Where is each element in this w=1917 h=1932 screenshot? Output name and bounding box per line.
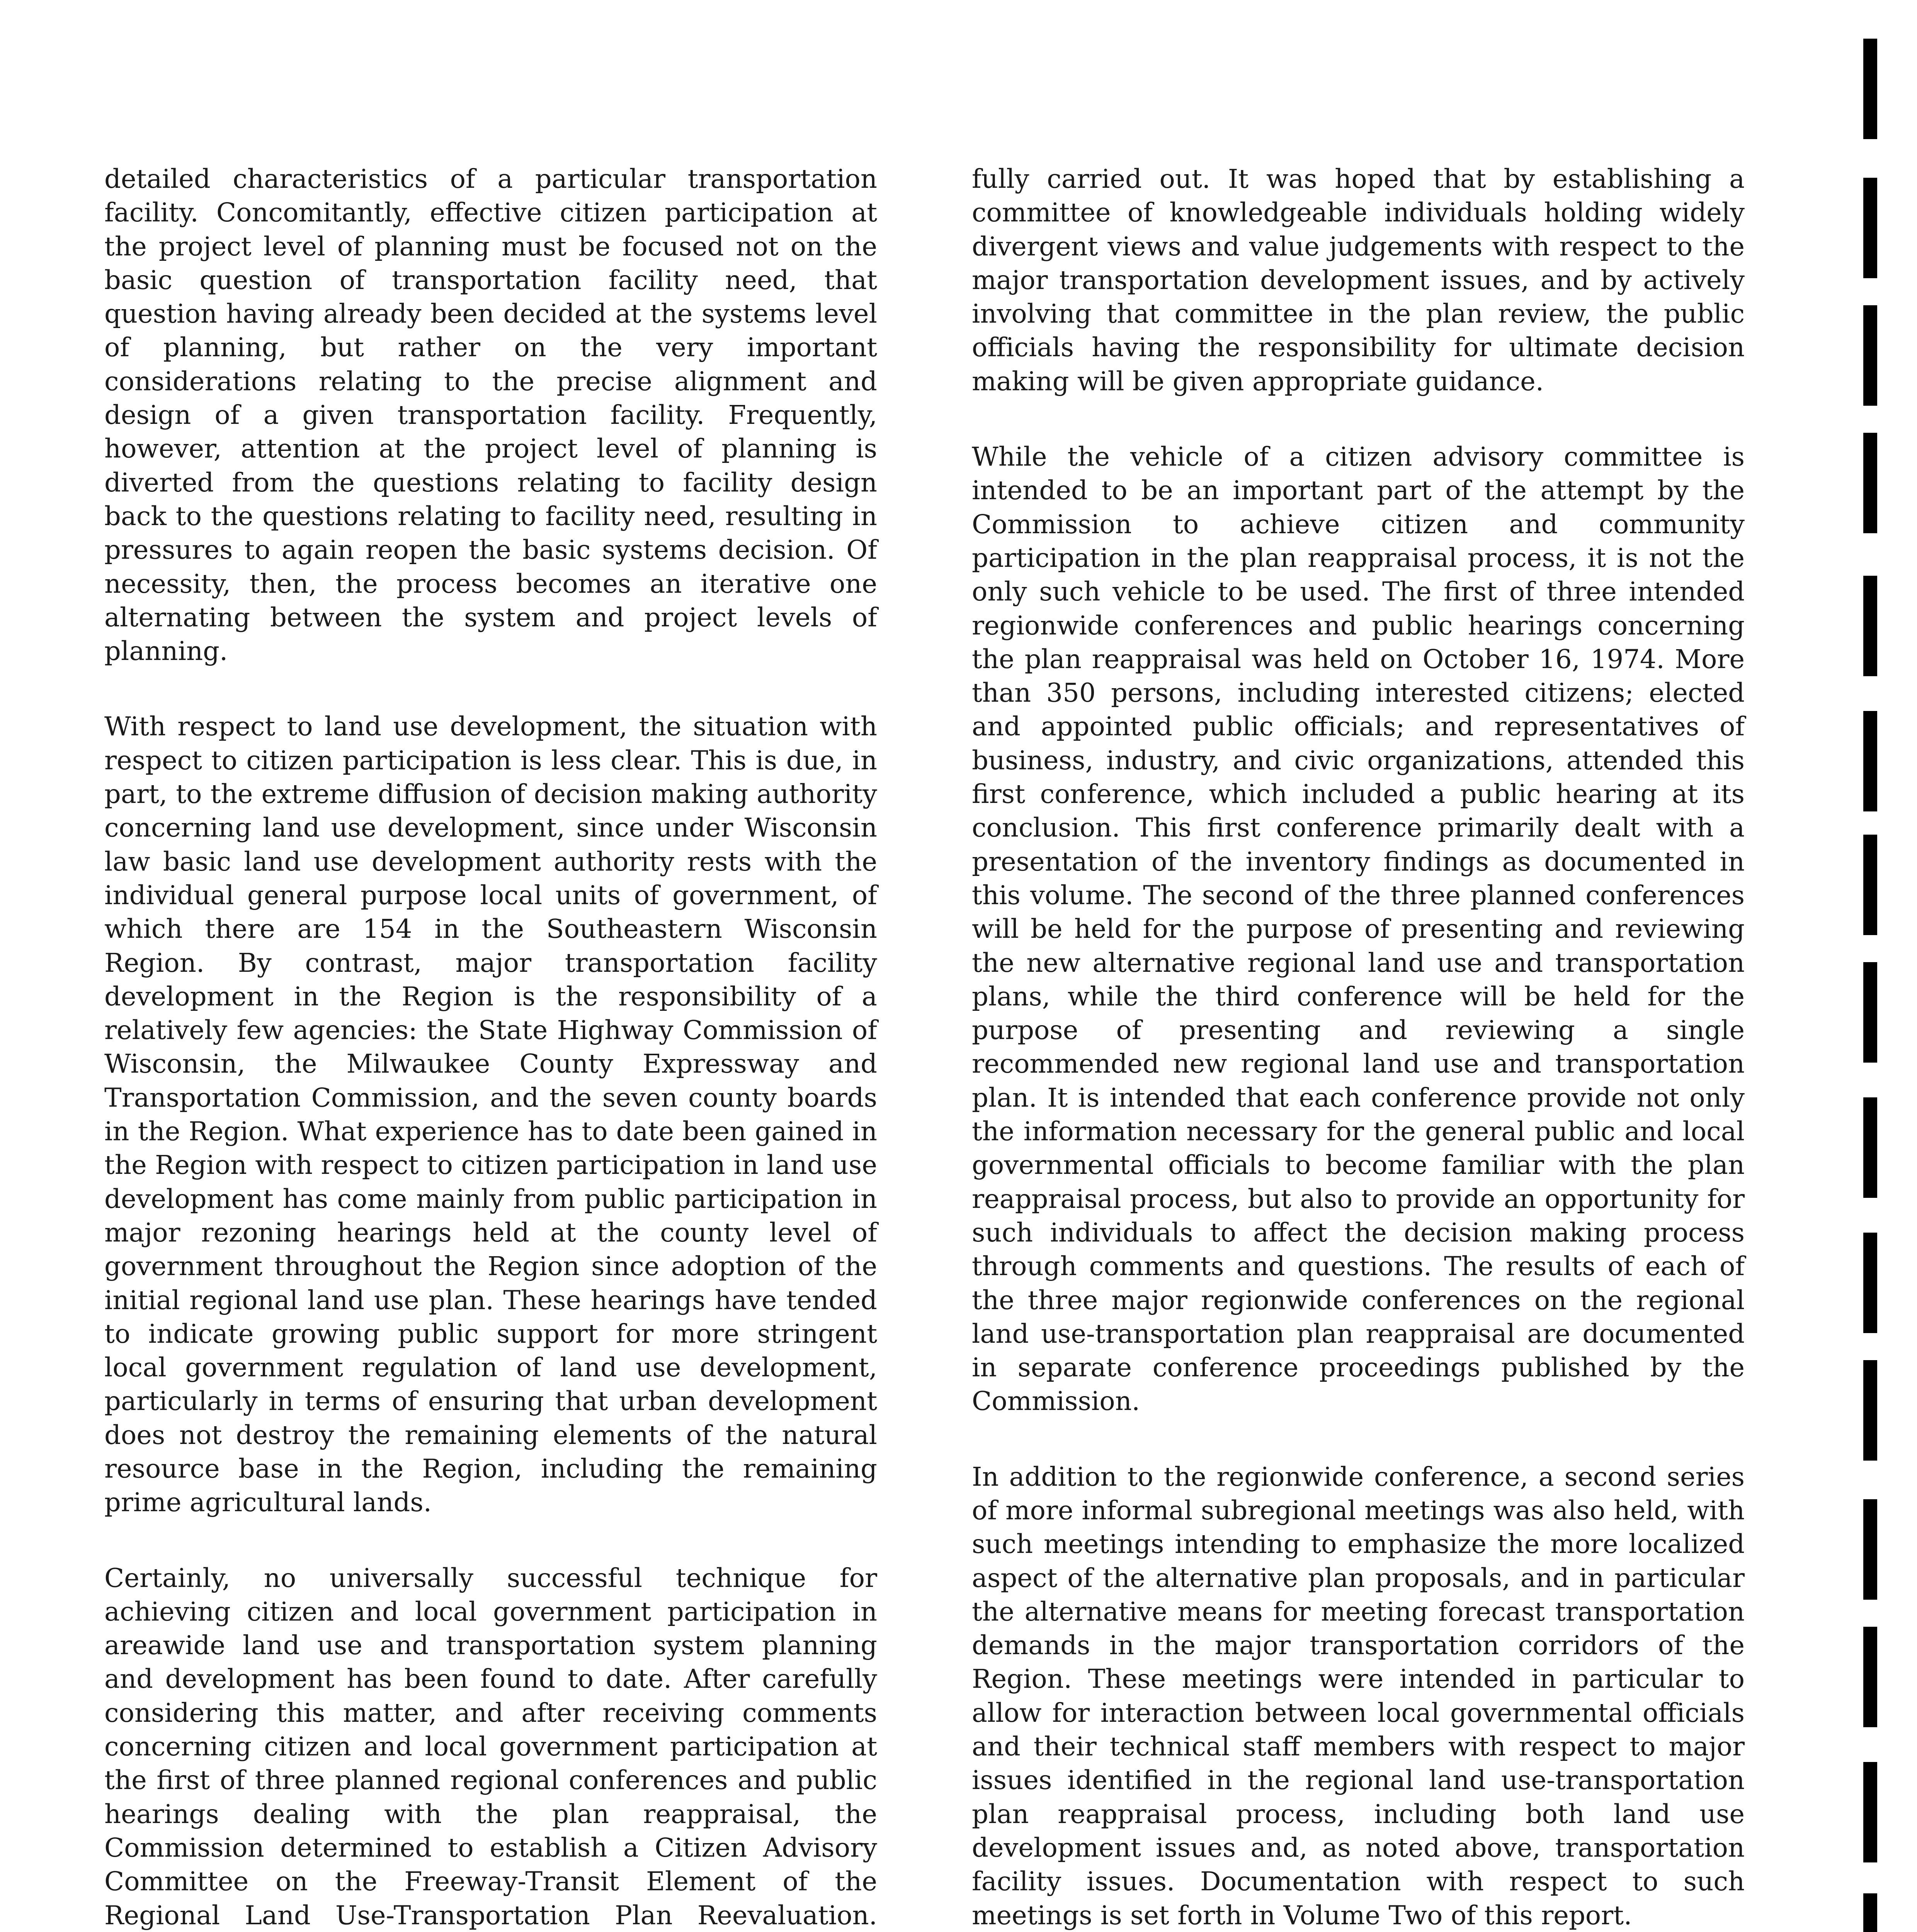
- binding-mark: [1863, 1499, 1877, 1600]
- binding-mark: [1863, 1627, 1877, 1727]
- binding-mark: [1863, 433, 1877, 533]
- binding-mark: [1863, 1097, 1877, 1198]
- left-paragraph-3: Certainly, no universally successful technique for achieving citizen and local government participation in areawide land use and transportation system planning and development has been found to date. After carefully considering this matter, and after receiving comments concerning citizen and local government participation at the first of three planned regional conferences and public hearings dealing with the plan reappraisal, the Commission determined to establish a Citizen Advisory Committee on the Freeway-Transit Element of the Regional Land Use-Transportation Plan Reevaluation.: [104, 1563, 877, 1930]
- left-paragraph-1: detailed characteristics of a particular transportation facility. Concomitantly, effective citizen participation at the project level of planning must be focused not on the basic question of transportation facility need, that question having already been decided at the systems level of planning, but rather on the very important considerations relating to the precise alignment and design of a given transportation facility. Frequently, however, attention at the project level of planning is diverted from the questions relating to facility design back to the questions relating to facility need, resulting in pressures to again reopen the basic systems decision. Of necessity, then, the process becomes an iterative one alternating between the system and project levels of planning.: [104, 164, 877, 667]
- left-column: [104, 162, 877, 1932]
- right-paragraph-3: In addition to the regionwide conference, a second series of more informal subregional meetings was also held, with such meetings intending to emphasize the more localized aspect of the alternative plan proposals, and in particular the alternative means for meeting forecast transportation demands in the major transportation corridors of the Region. These meetings were intended in particular to allow for interaction between local governmental officials and their technical staff members with respect to major issues identified in the regional land use-transportation plan reappraisal process, including both land use development issues and, as noted above, transportation facility issues. Documentation with respect to such meetings is set forth in Volume Two of this report.: [972, 1461, 1745, 1930]
- right-paragraph-2: While the vehicle of a citizen advisory committee is intended to be an important part of the attempt by the Commission to achieve citizen and community participation in the plan reappraisal process, it is not the only such vehicle to be used. The first of three intended regionwide conferences and public hearings concerning the plan reappraisal was held on October 16, 1974. More than 350 persons, including interested citizens; elected and appointed public officials; and representatives of business, industry, and civic organizations, attended this first conference, which included a public hearing at its conclusion. This first conference primarily dealt with a presentation of the inventory findings as documented in this volume. The second of the three planned conferences will be held for the purpose of presenting and reviewing the new alternative regional land use and transportation plans, while the third conference will be held for the purpose of presenting and reviewing a single recommended new regional land use and transportation plan. It is intended that each conference provide not only the information necessary for the general public and local governmental officials to become familiar with the plan reappraisal process, but also to provide an opportunity for such individuals to affect the decision making process through comments and questions. The results of each of the three major regionwide conferences on the regional land use-transportation plan reappraisal are documented in separate conference proceedings published by the Commission.: [972, 442, 1745, 1417]
- right-paragraph-1: fully carried out. It was hoped that by establishing a committee of knowledgeable individuals holding widely divergent views and value judgements with respect to the major transportation development issues, and by actively involving that committee in the plan review, the public officials having the responsibility for ultimate decision making will be given appropriate guidance.: [972, 164, 1745, 396]
- binding-mark: [1863, 39, 1877, 139]
- binding-mark: [1863, 962, 1877, 1063]
- binding-mark: [1863, 1893, 1877, 1932]
- binding-mark: [1863, 835, 1877, 935]
- binding-mark: [1863, 1233, 1877, 1333]
- right-column: [972, 162, 1745, 1932]
- binding-mark: [1863, 305, 1877, 406]
- binding-mark: [1863, 711, 1877, 811]
- left-paragraph-2: With respect to land use development, the situation with respect to citizen participation is less clear. This is due, in part, to the extreme diffusion of decision making authority concerning land use development, since under Wisconsin law basic land use development authority rests with the individual general purpose local units of government, of which there are 154 in the Southeastern Wisconsin Region. By contrast, major transportation facility development in the Region is the responsibility of a relatively few agencies: the State Highway Commission of Wisconsin, the Milwaukee County Expressway and Transportation Commission, and the seven county boards in the Region. What experience has to date been gained in the Region with respect to citizen participation in land use development has come mainly from public participation in major rezoning hearings held at the county level of government throughout the Region since adoption of the initial regional land use plan. These hearings have tended to indicate growing public support for more stringent local government regulation of land use development, particularly in terms of ensuring that urban development does not destroy the remaining elements of the natural resource base in the Region, including the remaining prime agricultural lands.: [104, 711, 877, 1518]
- binding-mark: [1863, 1360, 1877, 1461]
- binding-mark: [1863, 1762, 1877, 1862]
- binding-marks: [1863, 39, 1879, 1932]
- binding-mark: [1863, 178, 1877, 278]
- binding-mark: [1863, 576, 1877, 676]
